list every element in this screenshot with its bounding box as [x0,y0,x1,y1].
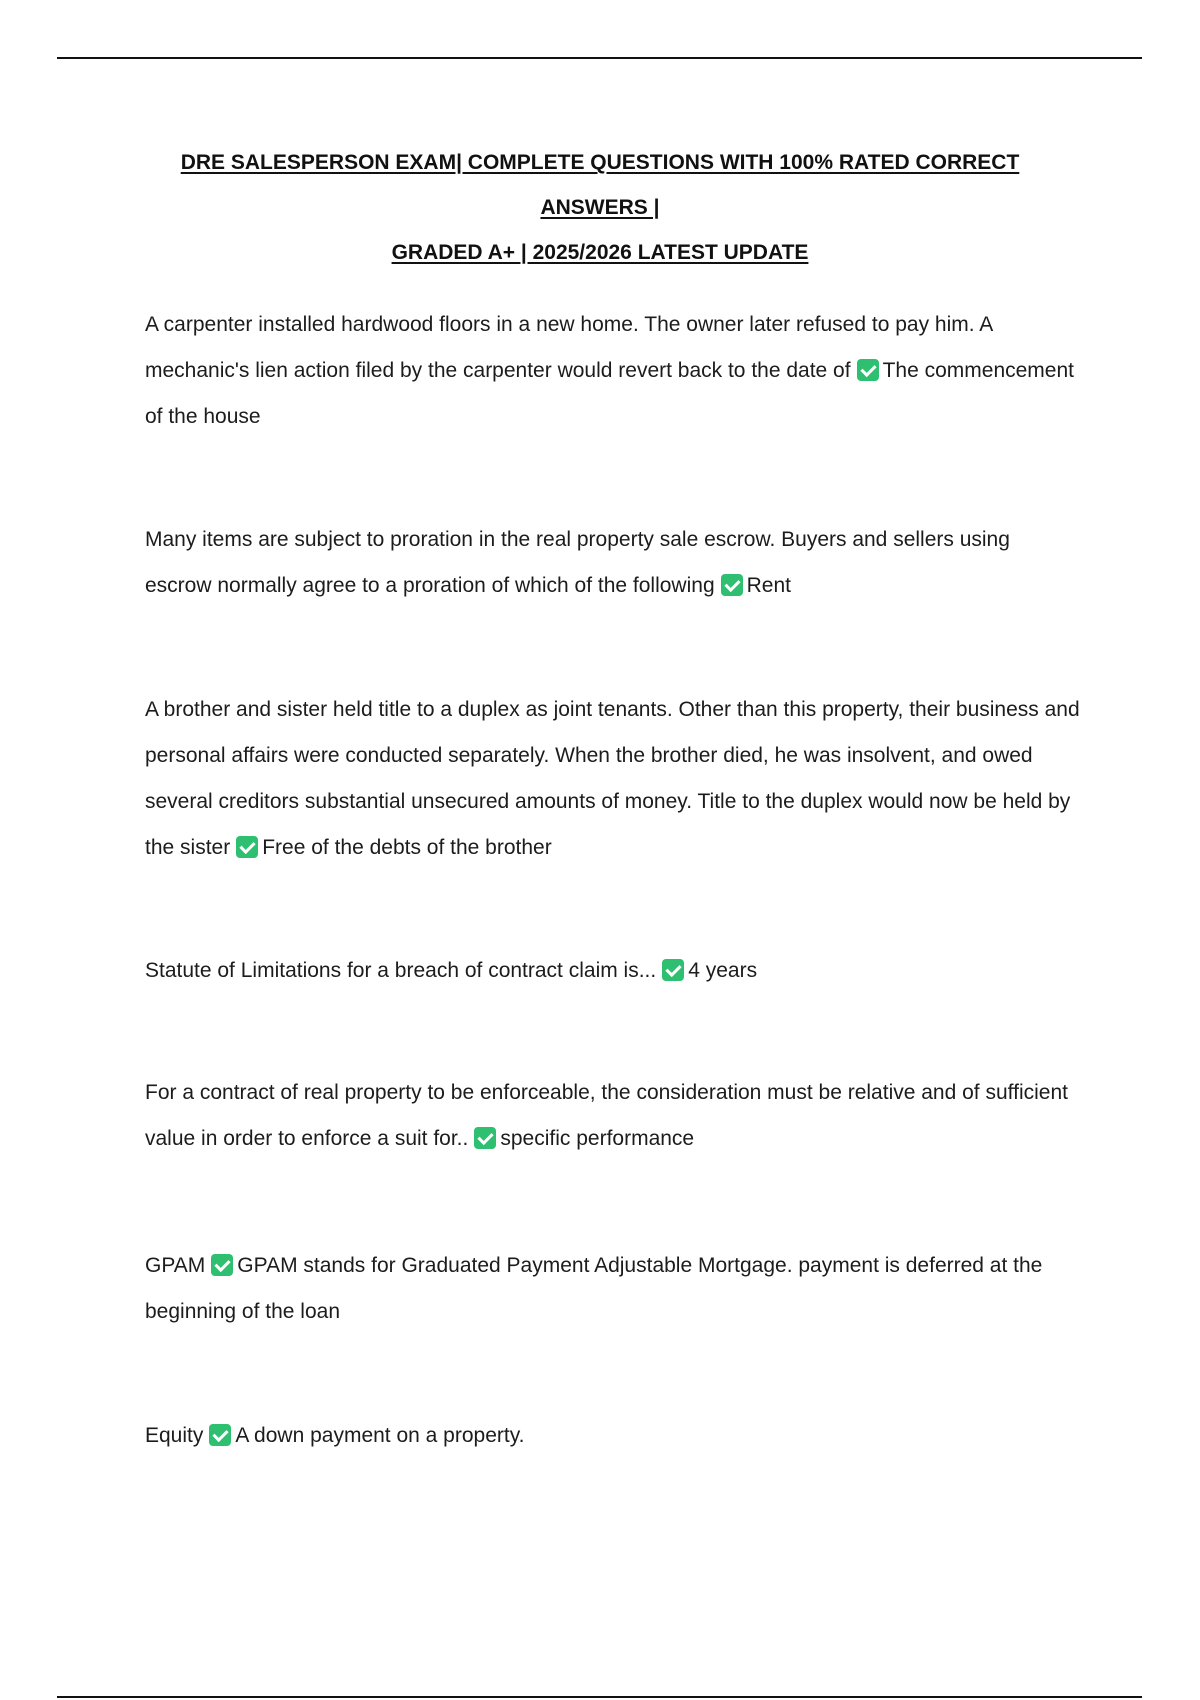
answer-text: GPAM stands for Graduated Payment Adjustable Mortgage. payment is deferred at the beginning of the loan [145,1254,1043,1323]
question-text: For a contract of real property to be enforceable, the consideration must be relative and of sufficient value in order to enforce a suit for.. [145,1081,1068,1150]
qa-item [145,517,1080,609]
qa-item [145,948,1080,994]
answer-text: Rent [746,574,791,597]
header-rule [57,57,1142,59]
question-text: A brother and sister held title to a duplex as joint tenants. Other than this property, their business and personal affairs were conducted separately. When the brother died, he was insolvent, and owed several creditors substantial unsecured amounts of money. Title to the duplex would now be held by the sister [145,698,1080,859]
answer-text: A down payment on a property. [235,1424,525,1447]
qa-item [145,302,1080,440]
check-mark-icon [211,1254,233,1276]
question-text: Equity [145,1424,204,1447]
check-mark-icon [662,959,684,981]
answer-text: The commencement of the house [145,359,1074,428]
footer-rule [57,1696,1142,1698]
check-mark-icon [236,836,258,858]
qa-item [145,1413,1080,1459]
check-mark-icon [474,1127,496,1149]
answer-text: specific performance [500,1127,695,1150]
answer-text: Free of the debts of the brother [262,836,552,859]
question-text: A carpenter installed hardwood floors in a new home. The owner later refused to pay him. A mechanic's lien action filed by the carpenter would revert back to the date of [145,313,993,382]
qa-item [145,1070,1080,1162]
qa-item [145,687,1080,871]
check-mark-icon [209,1424,231,1446]
check-mark-icon [721,574,743,596]
page-title [130,140,1070,275]
title-line-2: GRADED A+ | 2025/2026 LATEST UPDATE [391,241,809,264]
question-text: GPAM [145,1254,206,1277]
check-mark-icon [857,359,879,381]
title-line-1: DRE SALESPERSON EXAM| COMPLETE QUESTIONS WITH 100% RATED CORRECT ANSWERS | [180,151,1020,219]
qa-item [145,1243,1080,1335]
answer-text: 4 years [688,959,758,982]
question-text: Statute of Limitations for a breach of contract claim is... [145,959,657,982]
question-text: Many items are subject to proration in the real property sale escrow. Buyers and sellers using escrow normally agree to a proration of which of the following [145,528,1010,597]
